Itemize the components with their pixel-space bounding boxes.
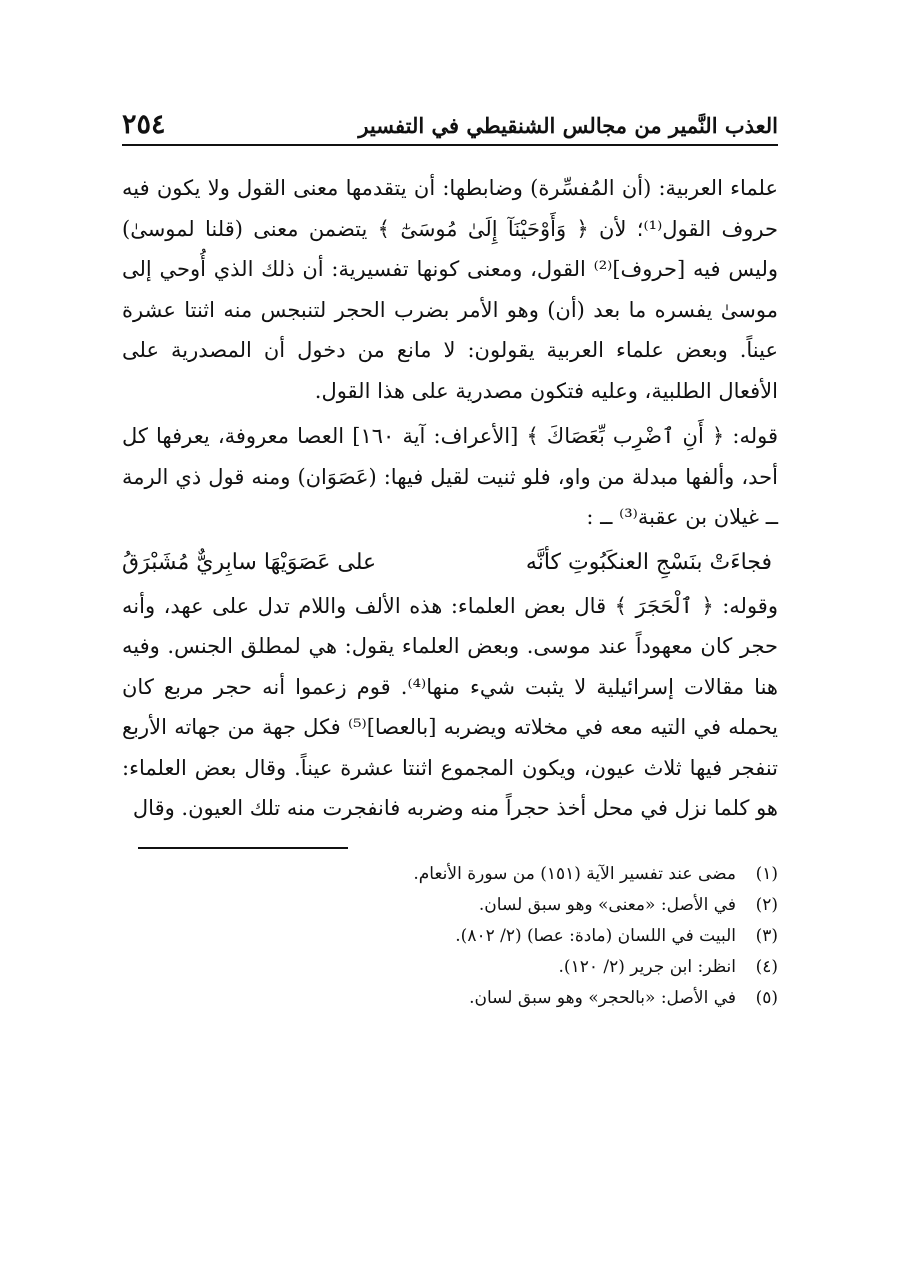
footnote-text: في الأصل: «معنى» وهو سبق لسان. bbox=[478, 894, 736, 915]
footnote-number: (١) bbox=[755, 863, 778, 884]
body-paragraph: وقوله: ﴿ ٱلْحَجَرَ ﴾ قال بعض العلماء: هذه الألف واللام تدل على عهد، وأنه حجر كان معهوداً عند موسى. وبعض العلماء يقول: هي لمطلق الجنس. وفيه هنا مقالات إسرائيلية لا يثبت شيء منها⁽⁴⁾. قوم زعموا أنه حجر مربع كان يحمله في التيه معه في مخلاته ويضربه [بالعصا]⁽⁵⁾ فكل جهة من جهاته الأربع تنفجر فيها ثلاث عيون، ويكون المجموع اثنتا عشرة عيناً. وقال بعض العلماء: هو كلما نزل في محل أخذ حجراً منه وضربه فانفجرت منه تلك العيون. وقال bbox=[122, 593, 778, 820]
book-page bbox=[122, 100, 778, 1014]
poem-first-hemistich: فجاءَتْ بنَسْجِ العنكَبُوتِ كأنَّه bbox=[525, 549, 772, 575]
footnote-text: البيت في اللسان (مادة: عصا) (٢/ ٨٠٢). bbox=[455, 925, 736, 946]
footnote-item bbox=[122, 859, 778, 890]
poem-second-hemistich: على عَصَوَيْهَا سابِريٌّ مُشَبْرَقُ bbox=[122, 549, 377, 575]
page-header bbox=[122, 100, 778, 146]
page-number: ٢٥٤ bbox=[122, 109, 166, 140]
poem-verse bbox=[122, 542, 772, 584]
footnote-text: في الأصل: «بالحجر» وهو سبق لسان. bbox=[469, 987, 736, 1008]
footnote-text: انظر: ابن جرير (٢/ ١٢٠). bbox=[558, 956, 736, 977]
footnote-number: (٣) bbox=[755, 925, 778, 946]
running-title: العذب النَّمير من مجالس الشنقيطي في التفسير bbox=[358, 113, 778, 138]
footnote-item bbox=[122, 921, 778, 952]
footnote-item bbox=[122, 983, 778, 1014]
footnote-divider bbox=[138, 847, 348, 849]
footnote-number: (٥) bbox=[755, 987, 778, 1008]
footnote-item bbox=[122, 890, 778, 921]
footnote-item bbox=[122, 952, 778, 983]
body-paragraph: قوله: ﴿ أَنِ ٱضْرِب بِّعَصَاكَ ﴾ [الأعراف: آية ١٦٠] العصا معروفة، يعرفها كل أحد، وألفها مبدلة من واو، فلو ثنيت لقيل فيها: (عَصَوَان) ومنه قول ذي الرمة ــ غيلان بن عقبة⁽³⁾ ــ : bbox=[122, 424, 778, 529]
footnote-number: (٤) bbox=[755, 956, 778, 977]
page-body bbox=[122, 168, 778, 829]
body-paragraph: علماء العربية: (أن المُفسِّرة) وضابطها: أن يتقدمها معنى القول ولا يكون فيه حروف القول⁽¹⁾؛ لأن ﴿ وَأَوْحَيْنَآ إِلَىٰ مُوسَىٰٓ ﴾ يتضمن معنى (قلنا لموسىٰ) وليس فيه [حروف]⁽²⁾ القول، ومعنى كونها تفسيرية: أن ذلك الذي أُوحي إلى موسىٰ يفسره ما بعد (أن) وهو الأمر بضرب الحجر لتنبجس منه اثنتا عشرة عيناً. وبعض علماء العربية يقولون: لا مانع من دخول أن المصدرية على الأفعال الطلبية، وعليه فتكون مصدرية على هذا القول. bbox=[122, 176, 778, 403]
footnote-number: (٢) bbox=[755, 894, 778, 915]
footnotes bbox=[122, 859, 778, 1014]
footnote-text: مضى عند تفسير الآية (١٥١) من سورة الأنعام. bbox=[413, 863, 736, 884]
